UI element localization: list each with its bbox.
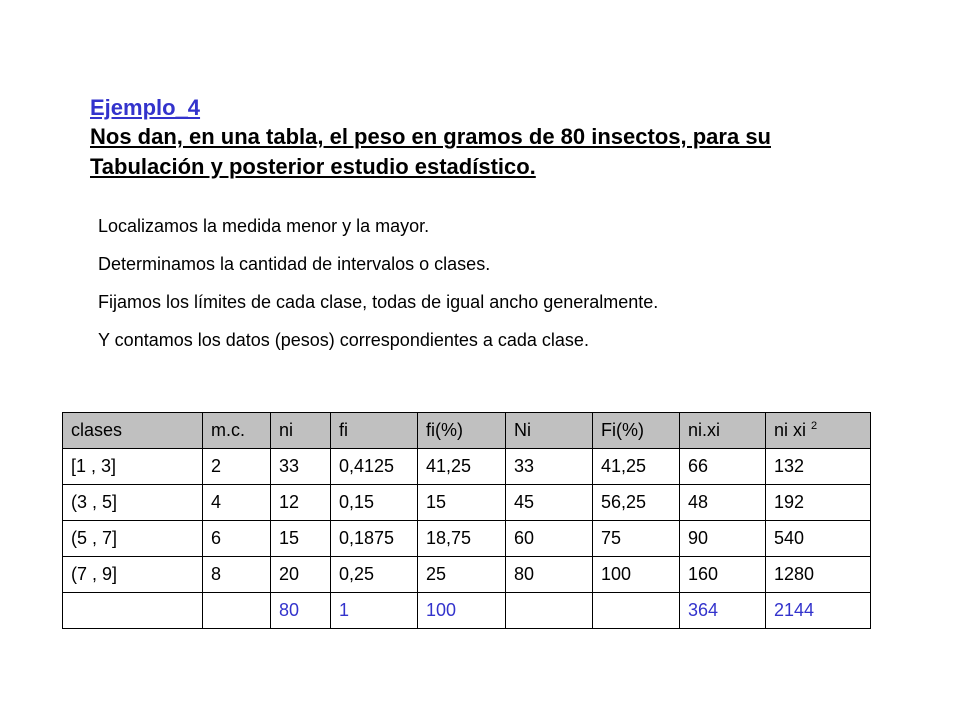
col-header-Ni: Ni: [506, 413, 593, 449]
table-row: [63, 449, 871, 485]
cell-ni-xi2: 192: [766, 485, 871, 521]
table-row: [63, 557, 871, 593]
cell-fi-pct: 18,75: [418, 521, 506, 557]
col-header-fi: fi: [331, 413, 418, 449]
cell-fi-pct: 25: [418, 557, 506, 593]
total-mc: [203, 593, 271, 629]
frequency-table: [62, 412, 871, 629]
total-fi: 1: [331, 593, 418, 629]
cell-fi-pct: 41,25: [418, 449, 506, 485]
cell-ni-xi: 160: [680, 557, 766, 593]
example-link[interactable]: Ejemplo_4: [90, 95, 201, 120]
cell-clases: (7 , 9]: [63, 557, 203, 593]
col-header-ni-xi: ni.xi: [680, 413, 766, 449]
step-item: Fijamos los límites de cada clase, todas de igual ancho generalmente.: [98, 292, 659, 312]
cell-fi-pct: 15: [418, 485, 506, 521]
steps-list: [98, 213, 658, 365]
total-ni-xi2: 2144: [766, 593, 871, 629]
table-row: [63, 485, 871, 521]
cell-ni-xi2: 1280: [766, 557, 871, 593]
cell-ni-xi: 66: [680, 449, 766, 485]
step-item: Localizamos la medida menor y la mayor.: [98, 216, 430, 236]
total-Ni: [506, 593, 593, 629]
cell-ni-xi2: 540: [766, 521, 871, 557]
cell-fi: 0,25: [331, 557, 418, 593]
table-row: [63, 521, 871, 557]
step-item: Determinamos la cantidad de intervalos o clases.: [98, 254, 491, 274]
col-header-Fi-pct: Fi(%): [593, 413, 680, 449]
cell-mc: 4: [203, 485, 271, 521]
col-header-mc: m.c.: [203, 413, 271, 449]
cell-fi: 0,1875: [331, 521, 418, 557]
cell-Ni: 33: [506, 449, 593, 485]
cell-mc: 8: [203, 557, 271, 593]
table-header-row: [63, 413, 871, 449]
cell-Ni: 80: [506, 557, 593, 593]
cell-mc: 2: [203, 449, 271, 485]
cell-Fi-pct: 56,25: [593, 485, 680, 521]
cell-mc: 6: [203, 521, 271, 557]
col-header-ni: ni: [271, 413, 331, 449]
heading-line-1: Nos dan, en una tabla, el peso en gramos de 80 insectos, para su: [90, 124, 771, 149]
cell-fi: 0,4125: [331, 449, 418, 485]
cell-clases: (3 , 5]: [63, 485, 203, 521]
cell-Fi-pct: 75: [593, 521, 680, 557]
cell-ni-xi: 48: [680, 485, 766, 521]
cell-Ni: 60: [506, 521, 593, 557]
cell-ni: 12: [271, 485, 331, 521]
total-ni-xi: 364: [680, 593, 766, 629]
cell-fi: 0,15: [331, 485, 418, 521]
total-clases: [63, 593, 203, 629]
cell-ni: 20: [271, 557, 331, 593]
heading-block: [90, 94, 930, 182]
cell-clases: [1 , 3]: [63, 449, 203, 485]
cell-ni: 33: [271, 449, 331, 485]
total-Fi-pct: [593, 593, 680, 629]
col-header-clases: clases: [63, 413, 203, 449]
totals-row: [63, 593, 871, 629]
total-ni: 80: [271, 593, 331, 629]
total-fi-pct: 100: [418, 593, 506, 629]
col-header-fi-pct: fi(%): [418, 413, 506, 449]
col-header-ni-xi2-text: ni xi: [774, 420, 807, 440]
cell-Fi-pct: 41,25: [593, 449, 680, 485]
cell-clases: (5 , 7]: [63, 521, 203, 557]
cell-Fi-pct: 100: [593, 557, 680, 593]
heading-line-2: Tabulación y posterior estudio estadístico.: [90, 154, 536, 179]
superscript-2: 2: [811, 420, 818, 432]
col-header-ni-xi2: [766, 413, 871, 449]
cell-ni-xi2: 132: [766, 449, 871, 485]
cell-Ni: 45: [506, 485, 593, 521]
step-item: Y contamos los datos (pesos) correspondientes a cada clase.: [98, 330, 589, 350]
cell-ni: 15: [271, 521, 331, 557]
cell-ni-xi: 90: [680, 521, 766, 557]
